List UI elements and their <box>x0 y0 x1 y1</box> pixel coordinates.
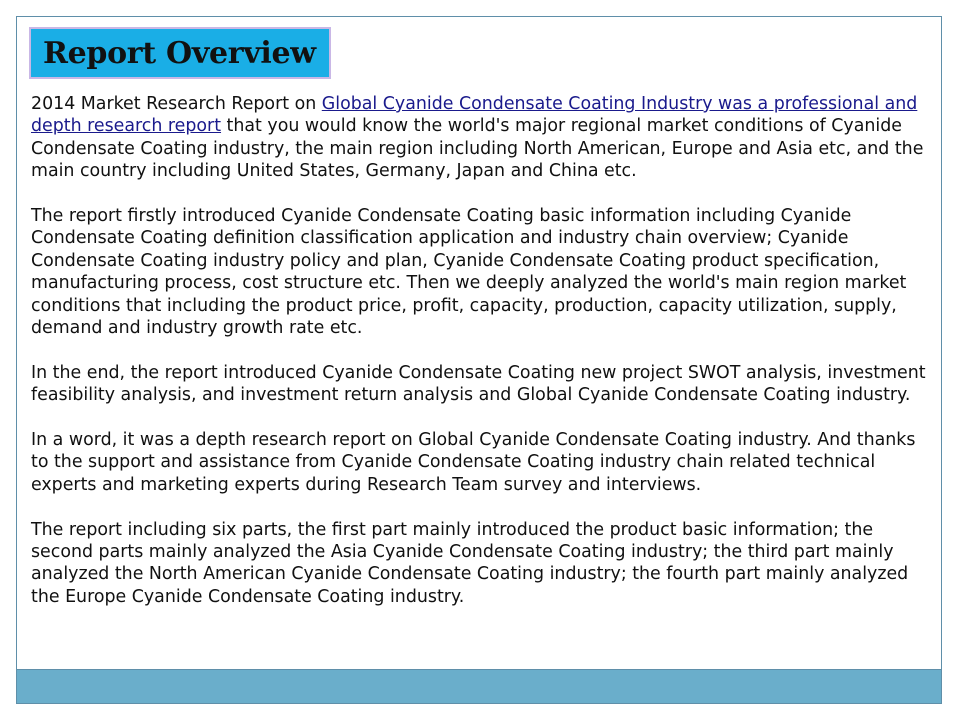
report-link[interactable]: Global Cyanide Condensate Coating Industry was a professional and depth research report <box>31 94 918 137</box>
paragraph-basic-info: The report firstly introduced Cyanide Condensate Coating basic information including Cyanide Condensate Coating definition classification application and industry chain overview; Cyanide Condensate Coating industry policy and plan, Cyanide Condensate Coating product specification, manufacturing process, cost structure etc. Then we deeply analyzed the world's main region market conditions that including the product price, profit, capacity, production, capacity utilization, supply, demand and industry growth rate etc. <box>31 206 907 339</box>
paragraph-swot: In the end, the report introduced Cyanide Condensate Coating new project SWOT analysis, investment feasibility analysis, and investment return analysis and Global Cyanide Condensate Coating industry. <box>31 362 926 406</box>
intro-prefix: 2014 Market Research Report on <box>31 94 322 114</box>
report-body <box>31 93 935 631</box>
paragraph-summary: In a word, it was a depth research report on Global Cyanide Condensate Coating industry. And thanks to the support and assistance from Cyanide Condensate Coating industry chain related technical experts and marketing experts during Research Team survey and interviews. <box>31 430 916 495</box>
intro-suffix: that you would know the world's major regional market conditions of Cyanide Condensate Coating industry, the main region including North American, Europe and Asia etc, and the main country including United States, Germany, Japan and China etc. <box>31 116 924 182</box>
paragraph-intro <box>31 93 935 183</box>
paragraph-parts: The report including six parts, the first part mainly introduced the product basic information; the second parts mainly analyzed the Asia Cyanide Condensate Coating industry; the third part mainly analyzed the North American Cyanide Condensate Coating industry; the fourth part mainly analyzed the Europe Cyanide Condensate Coating industry. <box>31 519 909 607</box>
slide-frame <box>16 16 942 704</box>
page-title: Report Overview <box>43 35 316 71</box>
title-banner <box>29 27 331 79</box>
footer-bar <box>17 669 941 703</box>
